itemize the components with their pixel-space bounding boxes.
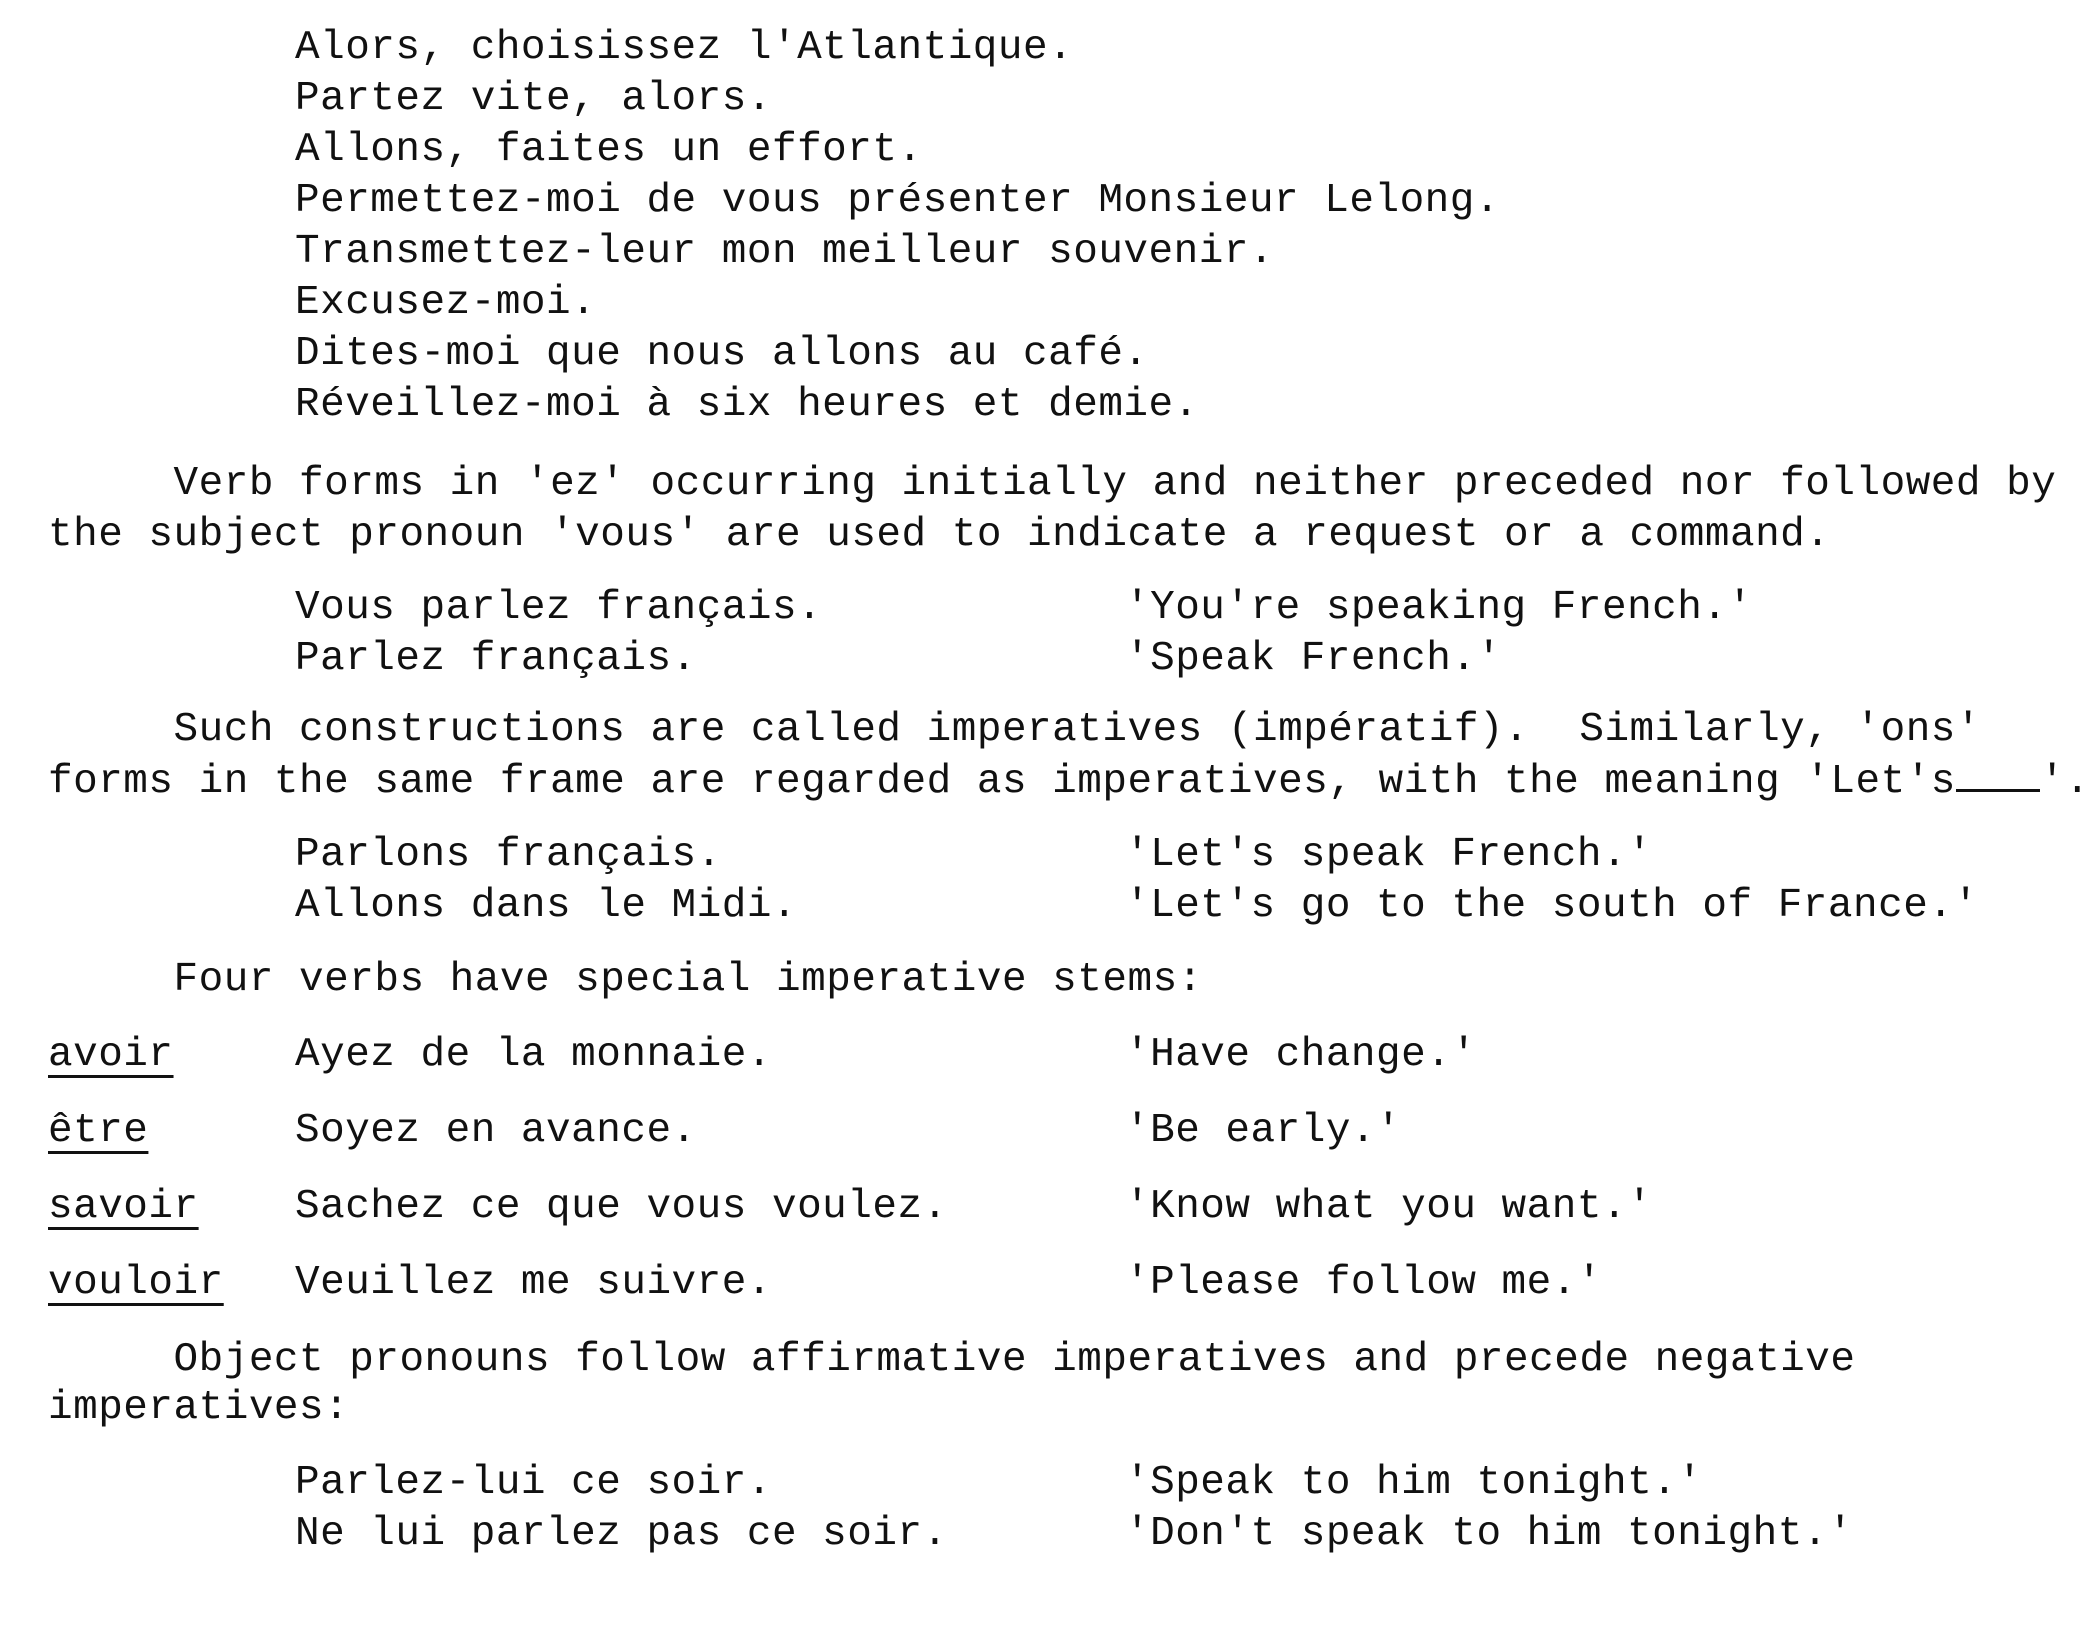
french-example: Allons dans le Midi. xyxy=(295,883,798,929)
example-sentence: Réveillez-moi à six heures et demie. xyxy=(295,382,1199,428)
french-example: Parlez-lui ce soir. xyxy=(295,1460,772,1506)
verb-label: être xyxy=(48,1108,149,1154)
french-example: Ayez de la monnaie. xyxy=(295,1032,772,1078)
french-example: Vous parlez français. xyxy=(295,585,823,631)
paragraph-line xyxy=(48,755,2090,808)
english-translation: 'You're speaking French.' xyxy=(1125,585,1753,631)
english-translation: 'Know what you want.' xyxy=(1125,1184,1653,1230)
paragraph-line: Verb forms in 'ez' occurring initially and neither preceded nor followed by xyxy=(48,461,2057,507)
verb-label: vouloir xyxy=(48,1260,224,1306)
example-sentence: Partez vite, alors. xyxy=(295,76,772,122)
english-translation: 'Let's speak French.' xyxy=(1125,832,1653,878)
paragraph-line: the subject pronoun 'vous' are used to indicate a request or a command. xyxy=(48,512,1831,558)
paragraph-special-stems: Four verbs have special imperative stems: xyxy=(48,957,1203,1003)
english-translation: 'Don't speak to him tonight.' xyxy=(1125,1511,1854,1557)
example-sentence: Excusez-moi. xyxy=(295,280,597,326)
english-translation: 'Speak to him tonight.' xyxy=(1125,1460,1703,1506)
english-translation: 'Be early.' xyxy=(1125,1108,1402,1154)
french-example: Sachez ce que vous voulez. xyxy=(295,1184,948,1230)
example-sentence: Dites-moi que nous allons au café. xyxy=(295,331,1149,377)
paragraph-text: '. xyxy=(2039,759,2090,805)
paragraph-line: imperatives: xyxy=(48,1385,350,1431)
example-sentence: Permettez-moi de vous présenter Monsieur Lelong. xyxy=(295,178,1500,224)
verb-label: avoir xyxy=(48,1032,174,1078)
paragraph-text: forms in the same frame are regarded as imperatives, with the meaning 'Let's xyxy=(48,759,1956,805)
french-example: Veuillez me suivre. xyxy=(295,1260,772,1306)
example-sentence: Transmettez-leur mon meilleur souvenir. xyxy=(295,229,1275,275)
french-example: Soyez en avance. xyxy=(295,1108,697,1154)
example-sentence: Allons, faites un effort. xyxy=(295,127,923,173)
french-example: Parlez français. xyxy=(295,636,697,682)
french-example: Ne lui parlez pas ce soir. xyxy=(295,1511,948,1557)
english-translation: 'Have change.' xyxy=(1125,1032,1477,1078)
verb-label: savoir xyxy=(48,1184,199,1230)
english-translation: 'Let's go to the south of France.' xyxy=(1125,883,1979,929)
french-example: Parlons français. xyxy=(295,832,722,878)
paragraph-line: Such constructions are called imperatives (impératif). Similarly, 'ons' xyxy=(48,707,1982,753)
english-translation: 'Please follow me.' xyxy=(1125,1260,1602,1306)
blank-line xyxy=(1956,755,2040,792)
example-sentence: Alors, choisissez l'Atlantique. xyxy=(295,25,1074,71)
english-translation: 'Speak French.' xyxy=(1125,636,1502,682)
paragraph-line: Object pronouns follow affirmative imperatives and precede negative xyxy=(48,1337,1856,1383)
